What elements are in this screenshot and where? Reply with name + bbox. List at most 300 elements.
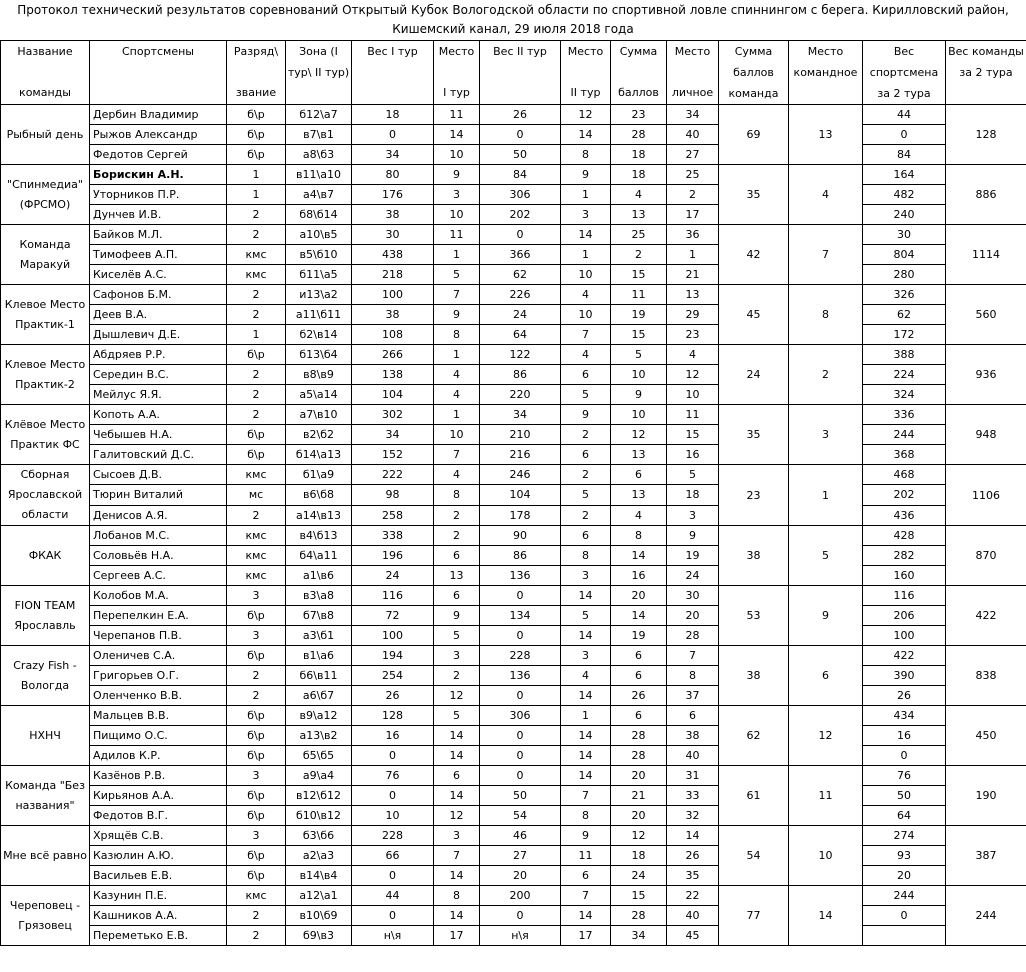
points-sum-cell: 8 xyxy=(611,526,667,546)
zone-cell: в5\б10 xyxy=(286,245,352,265)
weight-tour2-cell: 220 xyxy=(480,385,561,405)
team-name-cell: Crazy Fish - Вологда xyxy=(1,646,90,706)
weight-tour1-cell: 196 xyxy=(352,546,434,566)
athlete-name-cell: Казунин П.Е. xyxy=(90,886,227,906)
weight-tour2-cell: 86 xyxy=(480,546,561,566)
athlete-name-cell: Хрящёв С.В. xyxy=(90,826,227,846)
weight-tour2-cell: 50 xyxy=(480,145,561,165)
team-name-cell: Клевое Место Практик-2 xyxy=(1,345,90,405)
athlete-weight-cell: 0 xyxy=(863,125,946,145)
points-sum-cell: 18 xyxy=(611,145,667,165)
table-row xyxy=(1,405,1026,425)
rank-cell: 1 xyxy=(227,165,286,185)
weight-tour1-cell: 254 xyxy=(352,666,434,686)
place-tour2-cell: 1 xyxy=(561,185,611,205)
points-sum-cell: 12 xyxy=(611,826,667,846)
team-weight-cell: 128 xyxy=(946,105,1026,165)
points-sum-cell: 12 xyxy=(611,425,667,445)
rank-cell: 2 xyxy=(227,926,286,946)
rank-cell: кмс xyxy=(227,566,286,586)
team-place-cell: 9 xyxy=(789,586,863,646)
rank-cell: мс xyxy=(227,485,286,505)
team-points-cell: 42 xyxy=(719,225,789,285)
rank-cell: б\р xyxy=(227,445,286,465)
personal-place-cell: 38 xyxy=(667,726,719,746)
place-tour1-cell: 17 xyxy=(434,926,480,946)
team-points-cell: 61 xyxy=(719,766,789,826)
athlete-weight-cell: 206 xyxy=(863,606,946,626)
team-place-cell: 4 xyxy=(789,165,863,225)
team-points-cell: 24 xyxy=(719,345,789,405)
table-row xyxy=(1,786,1026,806)
athlete-weight-cell: 804 xyxy=(863,245,946,265)
athlete-name-cell: Сергеев А.С. xyxy=(90,566,227,586)
zone-cell: а8\б3 xyxy=(286,145,352,165)
personal-place-cell: 34 xyxy=(667,105,719,125)
column-header: Вес II тур xyxy=(480,41,561,105)
place-tour1-cell: 6 xyxy=(434,766,480,786)
points-sum-cell: 26 xyxy=(611,686,667,706)
table-row xyxy=(1,706,1026,726)
table-row xyxy=(1,686,1026,706)
rank-cell: б\р xyxy=(227,145,286,165)
athlete-name-cell: Байков М.Л. xyxy=(90,225,227,245)
athlete-weight-cell: 44 xyxy=(863,105,946,125)
personal-place-cell: 21 xyxy=(667,265,719,285)
athlete-name-cell: Рыжов Александр xyxy=(90,125,227,145)
column-header-text: Разряд\ xyxy=(233,45,279,58)
rank-cell: 2 xyxy=(227,385,286,405)
personal-place-cell: 12 xyxy=(667,365,719,385)
team-points-cell: 77 xyxy=(719,886,789,946)
table-row xyxy=(1,225,1026,245)
athlete-weight-cell: 482 xyxy=(863,185,946,205)
column-header-text: личное xyxy=(671,86,714,99)
points-sum-cell: 6 xyxy=(611,646,667,666)
place-tour2-cell: 3 xyxy=(561,646,611,666)
team-weight-cell: 838 xyxy=(946,646,1026,706)
athlete-weight-cell: 50 xyxy=(863,786,946,806)
athlete-name-cell: Сафонов Б.М. xyxy=(90,285,227,305)
personal-place-cell: 1 xyxy=(667,245,719,265)
place-tour1-cell: 14 xyxy=(434,125,480,145)
team-points-cell: 45 xyxy=(719,285,789,345)
place-tour2-cell: 14 xyxy=(561,586,611,606)
athlete-weight-cell: 428 xyxy=(863,526,946,546)
table-row xyxy=(1,606,1026,626)
place-tour1-cell: 12 xyxy=(434,806,480,826)
team-place-cell: 7 xyxy=(789,225,863,285)
athlete-name-cell: Григорьев О.Г. xyxy=(90,666,227,686)
personal-place-cell: 10 xyxy=(667,385,719,405)
zone-cell: а5\а14 xyxy=(286,385,352,405)
zone-cell: б8\б14 xyxy=(286,205,352,225)
personal-place-cell: 13 xyxy=(667,285,719,305)
team-name-cell: Клёвое Место Практик ФС xyxy=(1,405,90,465)
personal-place-cell: 7 xyxy=(667,646,719,666)
place-tour2-cell: 7 xyxy=(561,786,611,806)
table-row xyxy=(1,245,1026,265)
personal-place-cell: 6 xyxy=(667,706,719,726)
points-sum-cell: 13 xyxy=(611,445,667,465)
personal-place-cell: 17 xyxy=(667,205,719,225)
personal-place-cell: 25 xyxy=(667,165,719,185)
table-row xyxy=(1,485,1026,505)
zone-cell: а7\в10 xyxy=(286,405,352,425)
athlete-weight-cell: 468 xyxy=(863,465,946,485)
weight-tour2-cell: 86 xyxy=(480,365,561,385)
place-tour1-cell: 9 xyxy=(434,305,480,325)
weight-tour1-cell: н\я xyxy=(352,926,434,946)
place-tour2-cell: 9 xyxy=(561,826,611,846)
team-place-cell: 6 xyxy=(789,646,863,706)
athlete-name-cell: Галитовский Д.С. xyxy=(90,445,227,465)
athlete-weight-cell: 100 xyxy=(863,626,946,646)
weight-tour1-cell: 72 xyxy=(352,606,434,626)
place-tour2-cell: 7 xyxy=(561,886,611,906)
table-row xyxy=(1,205,1026,225)
athlete-name-cell: Середин В.С. xyxy=(90,365,227,385)
personal-place-cell: 40 xyxy=(667,906,719,926)
athlete-name-cell: Переметько Е.В. xyxy=(90,926,227,946)
weight-tour1-cell: 38 xyxy=(352,205,434,225)
zone-cell: б1\а9 xyxy=(286,465,352,485)
zone-cell: в12\б12 xyxy=(286,786,352,806)
rank-cell: 2 xyxy=(227,666,286,686)
place-tour1-cell: 12 xyxy=(434,686,480,706)
points-sum-cell: 34 xyxy=(611,926,667,946)
zone-cell: в14\в4 xyxy=(286,866,352,886)
zone-cell: б12\а7 xyxy=(286,105,352,125)
athlete-name-cell: Чебышев Н.А. xyxy=(90,425,227,445)
athlete-weight-cell: 324 xyxy=(863,385,946,405)
place-tour1-cell: 2 xyxy=(434,526,480,546)
points-sum-cell: 20 xyxy=(611,586,667,606)
rank-cell: 1 xyxy=(227,325,286,345)
place-tour1-cell: 2 xyxy=(434,666,480,686)
athlete-weight-cell: 244 xyxy=(863,425,946,445)
zone-cell: а12\а1 xyxy=(286,886,352,906)
points-sum-cell: 28 xyxy=(611,726,667,746)
athlete-weight-cell: 164 xyxy=(863,165,946,185)
weight-tour2-cell: 0 xyxy=(480,626,561,646)
athlete-name-cell: Сысоев Д.В. xyxy=(90,465,227,485)
team-weight-cell: 948 xyxy=(946,405,1026,465)
personal-place-cell: 23 xyxy=(667,325,719,345)
zone-cell: а11\б11 xyxy=(286,305,352,325)
athlete-name-cell: Копоть А.А. xyxy=(90,405,227,425)
athlete-name-cell: Оленичев С.А. xyxy=(90,646,227,666)
points-sum-cell: 15 xyxy=(611,265,667,285)
weight-tour2-cell: 27 xyxy=(480,846,561,866)
table-row xyxy=(1,185,1026,205)
rank-cell: 2 xyxy=(227,906,286,926)
place-tour2-cell: 2 xyxy=(561,505,611,525)
place-tour1-cell: 11 xyxy=(434,105,480,125)
team-place-cell: 1 xyxy=(789,465,863,526)
weight-tour2-cell: 0 xyxy=(480,906,561,926)
table-row xyxy=(1,105,1026,125)
weight-tour1-cell: 176 xyxy=(352,185,434,205)
points-sum-cell: 19 xyxy=(611,305,667,325)
personal-place-cell: 27 xyxy=(667,145,719,165)
rank-cell: 2 xyxy=(227,686,286,706)
column-header: Место командное xyxy=(789,41,863,105)
personal-place-cell: 8 xyxy=(667,666,719,686)
athlete-weight-cell: 116 xyxy=(863,586,946,606)
weight-tour2-cell: 90 xyxy=(480,526,561,546)
place-tour1-cell: 4 xyxy=(434,385,480,405)
points-sum-cell: 2 xyxy=(611,245,667,265)
column-header xyxy=(227,41,286,105)
place-tour2-cell: 1 xyxy=(561,245,611,265)
team-points-cell: 69 xyxy=(719,105,789,165)
table-row xyxy=(1,666,1026,686)
rank-cell: б\р xyxy=(227,786,286,806)
weight-tour1-cell: 338 xyxy=(352,526,434,546)
team-place-cell: 5 xyxy=(789,526,863,586)
weight-tour2-cell: 54 xyxy=(480,806,561,826)
column-header xyxy=(1,41,90,105)
weight-tour1-cell: 104 xyxy=(352,385,434,405)
points-sum-cell: 14 xyxy=(611,546,667,566)
athlete-name-cell: Казёнов Р.В. xyxy=(90,766,227,786)
weight-tour1-cell: 266 xyxy=(352,345,434,365)
athlete-weight-cell: 202 xyxy=(863,485,946,505)
weight-tour2-cell: 122 xyxy=(480,345,561,365)
points-sum-cell: 20 xyxy=(611,766,667,786)
rank-cell: 2 xyxy=(227,285,286,305)
athlete-weight-cell: 282 xyxy=(863,546,946,566)
weight-tour1-cell: 0 xyxy=(352,125,434,145)
rank-cell: б\р xyxy=(227,866,286,886)
weight-tour2-cell: 34 xyxy=(480,405,561,425)
athlete-name-cell: Васильев Е.В. xyxy=(90,866,227,886)
athlete-name-cell: Уторников П.Р. xyxy=(90,185,227,205)
weight-tour1-cell: 10 xyxy=(352,806,434,826)
weight-tour2-cell: 200 xyxy=(480,886,561,906)
weight-tour1-cell: 222 xyxy=(352,465,434,485)
personal-place-cell: 24 xyxy=(667,566,719,586)
weight-tour1-cell: 44 xyxy=(352,886,434,906)
rank-cell: б\р xyxy=(227,726,286,746)
place-tour1-cell: 6 xyxy=(434,586,480,606)
athlete-name-cell: Казюлин А.Ю. xyxy=(90,846,227,866)
rank-cell: б\р xyxy=(227,425,286,445)
weight-tour1-cell: 116 xyxy=(352,586,434,606)
weight-tour2-cell: 306 xyxy=(480,185,561,205)
rank-cell: 3 xyxy=(227,826,286,846)
points-sum-cell: 28 xyxy=(611,906,667,926)
rank-cell: 2 xyxy=(227,305,286,325)
rank-cell: 3 xyxy=(227,626,286,646)
weight-tour1-cell: 0 xyxy=(352,906,434,926)
athlete-weight-cell: 422 xyxy=(863,646,946,666)
rank-cell: б\р xyxy=(227,746,286,766)
weight-tour1-cell: 108 xyxy=(352,325,434,345)
athlete-weight-cell xyxy=(863,926,946,946)
team-name-cell: Мне всё равно xyxy=(1,826,90,886)
team-place-cell: 2 xyxy=(789,345,863,405)
place-tour2-cell: 11 xyxy=(561,846,611,866)
weight-tour2-cell: 84 xyxy=(480,165,561,185)
rank-cell: 2 xyxy=(227,225,286,245)
rank-cell: б\р xyxy=(227,125,286,145)
column-header-text: I тур xyxy=(443,86,470,99)
weight-tour1-cell: 30 xyxy=(352,225,434,245)
weight-tour2-cell: 202 xyxy=(480,205,561,225)
team-points-cell: 35 xyxy=(719,165,789,225)
weight-tour2-cell: 226 xyxy=(480,285,561,305)
personal-place-cell: 45 xyxy=(667,926,719,946)
place-tour1-cell: 1 xyxy=(434,245,480,265)
athlete-name-cell: Борискин А.Н. xyxy=(90,165,227,185)
place-tour1-cell: 5 xyxy=(434,265,480,285)
points-sum-cell: 18 xyxy=(611,846,667,866)
athlete-weight-cell: 76 xyxy=(863,766,946,786)
weight-tour2-cell: 104 xyxy=(480,485,561,505)
column-header: Зона (I тур\ II тур) xyxy=(286,41,352,105)
points-sum-cell: 23 xyxy=(611,105,667,125)
points-sum-cell: 11 xyxy=(611,285,667,305)
column-header xyxy=(611,41,667,105)
team-points-cell: 38 xyxy=(719,646,789,706)
zone-cell: б9\в3 xyxy=(286,926,352,946)
zone-cell: б2\в14 xyxy=(286,325,352,345)
zone-cell: б11\а5 xyxy=(286,265,352,285)
table-row xyxy=(1,445,1026,465)
team-points-cell: 23 xyxy=(719,465,789,526)
place-tour1-cell: 3 xyxy=(434,826,480,846)
team-weight-cell: 870 xyxy=(946,526,1026,586)
header-row xyxy=(1,41,1026,105)
athlete-name-cell: Деев В.А. xyxy=(90,305,227,325)
rank-cell: кмс xyxy=(227,526,286,546)
athlete-name-cell: Кашников А.А. xyxy=(90,906,227,926)
place-tour2-cell: 9 xyxy=(561,165,611,185)
team-name-cell: ФКАК xyxy=(1,526,90,586)
place-tour2-cell: 14 xyxy=(561,766,611,786)
column-header xyxy=(434,41,480,105)
place-tour1-cell: 4 xyxy=(434,465,480,485)
athlete-name-cell: Денисов А.Я. xyxy=(90,505,227,525)
personal-place-cell: 29 xyxy=(667,305,719,325)
weight-tour2-cell: 0 xyxy=(480,746,561,766)
table-row xyxy=(1,285,1026,305)
athlete-weight-cell: 274 xyxy=(863,826,946,846)
athlete-name-cell: Оленченко В.В. xyxy=(90,686,227,706)
team-weight-cell: 190 xyxy=(946,766,1026,826)
zone-cell: а4\в7 xyxy=(286,185,352,205)
athlete-weight-cell: 20 xyxy=(863,866,946,886)
personal-place-cell: 40 xyxy=(667,746,719,766)
zone-cell: а3\б1 xyxy=(286,626,352,646)
table-row xyxy=(1,746,1026,766)
team-points-cell: 54 xyxy=(719,826,789,886)
place-tour2-cell: 2 xyxy=(561,425,611,445)
weight-tour1-cell: 194 xyxy=(352,646,434,666)
athlete-name-cell: Мейлус Я.Я. xyxy=(90,385,227,405)
weight-tour2-cell: 0 xyxy=(480,586,561,606)
weight-tour1-cell: 302 xyxy=(352,405,434,425)
points-sum-cell: 15 xyxy=(611,886,667,906)
team-weight-cell: 244 xyxy=(946,886,1026,946)
zone-cell: б5\б5 xyxy=(286,746,352,766)
personal-place-cell: 14 xyxy=(667,826,719,846)
team-name-cell: Клевое Место Практик-1 xyxy=(1,285,90,345)
team-weight-cell: 387 xyxy=(946,826,1026,886)
table-row xyxy=(1,165,1026,185)
athlete-weight-cell: 240 xyxy=(863,205,946,225)
place-tour1-cell: 1 xyxy=(434,345,480,365)
team-name-cell: "Спинмедиа" (ФРСМО) xyxy=(1,165,90,225)
place-tour2-cell: 4 xyxy=(561,666,611,686)
personal-place-cell: 30 xyxy=(667,586,719,606)
zone-cell: б3\б6 xyxy=(286,826,352,846)
points-sum-cell: 14 xyxy=(611,606,667,626)
place-tour2-cell: 12 xyxy=(561,105,611,125)
place-tour2-cell: 14 xyxy=(561,746,611,766)
column-header: Вес спортсмена за 2 тура xyxy=(863,41,946,105)
column-header: Вес команды за 2 тура xyxy=(946,41,1026,105)
place-tour1-cell: 14 xyxy=(434,786,480,806)
personal-place-cell: 26 xyxy=(667,846,719,866)
column-header-text: баллов xyxy=(618,86,659,99)
place-tour2-cell: 3 xyxy=(561,566,611,586)
points-sum-cell: 28 xyxy=(611,125,667,145)
athlete-weight-cell: 244 xyxy=(863,886,946,906)
zone-cell: в3\а8 xyxy=(286,586,352,606)
column-header-text: Место xyxy=(674,45,711,58)
rank-cell: 3 xyxy=(227,586,286,606)
column-header-text: Место xyxy=(567,45,604,58)
place-tour2-cell: 14 xyxy=(561,626,611,646)
place-tour2-cell: 4 xyxy=(561,345,611,365)
table-row xyxy=(1,926,1026,946)
place-tour1-cell: 7 xyxy=(434,445,480,465)
points-sum-cell: 21 xyxy=(611,786,667,806)
weight-tour2-cell: 216 xyxy=(480,445,561,465)
team-name-cell: Команда "Без названия" xyxy=(1,766,90,826)
team-place-cell: 14 xyxy=(789,886,863,946)
rank-cell: 2 xyxy=(227,405,286,425)
weight-tour2-cell: 178 xyxy=(480,505,561,525)
table-row xyxy=(1,345,1026,365)
weight-tour2-cell: 24 xyxy=(480,305,561,325)
table-row xyxy=(1,546,1026,566)
rank-cell: кмс xyxy=(227,245,286,265)
team-place-cell: 3 xyxy=(789,405,863,465)
place-tour2-cell: 7 xyxy=(561,325,611,345)
team-place-cell: 11 xyxy=(789,766,863,826)
points-sum-cell: 25 xyxy=(611,225,667,245)
place-tour2-cell: 10 xyxy=(561,265,611,285)
personal-place-cell: 28 xyxy=(667,626,719,646)
team-weight-cell: 936 xyxy=(946,345,1026,405)
points-sum-cell: 18 xyxy=(611,165,667,185)
weight-tour2-cell: 306 xyxy=(480,706,561,726)
athlete-weight-cell: 388 xyxy=(863,345,946,365)
weight-tour1-cell: 0 xyxy=(352,866,434,886)
points-sum-cell: 16 xyxy=(611,566,667,586)
weight-tour1-cell: 100 xyxy=(352,285,434,305)
weight-tour2-cell: 0 xyxy=(480,686,561,706)
personal-place-cell: 32 xyxy=(667,806,719,826)
weight-tour1-cell: 80 xyxy=(352,165,434,185)
points-sum-cell: 20 xyxy=(611,806,667,826)
team-points-cell: 35 xyxy=(719,405,789,465)
athlete-weight-cell: 16 xyxy=(863,726,946,746)
